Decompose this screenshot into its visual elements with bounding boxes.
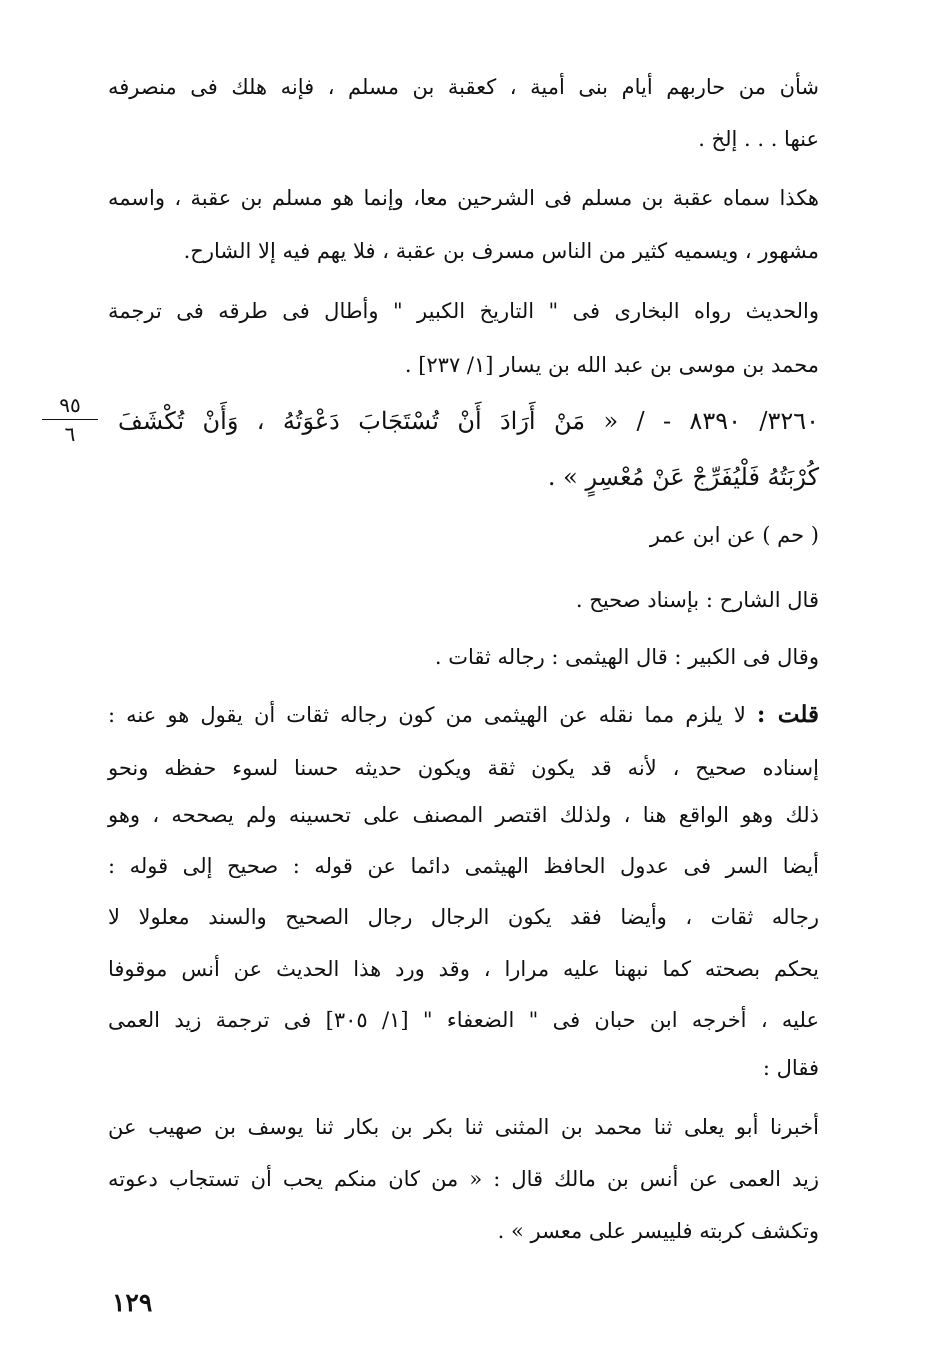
text-line: أخبرنا أبو يعلى ثنا محمد بن المثنى ثنا بكر بن بكار ثنا يوسف بن صهيب عن bbox=[108, 1115, 819, 1139]
text-line bbox=[108, 700, 819, 730]
text-line: رجاله ثقات ، وأيضا فقد يكون الرجال رجال الصحيح والسند معلولا لا bbox=[108, 905, 819, 929]
text-line: قال الشارح : بإسناد صحيح . bbox=[575, 588, 819, 612]
page-number: ١٢٩ bbox=[112, 1288, 153, 1317]
qult-text: لا يلزم مما نقله عن الهيثمى من كون رجاله ثقات أن يقول هو عنه : bbox=[108, 703, 746, 727]
text-line: هكذا سماه عقبة بن مسلم فى الشرحين معا، وإنما هو مسلم بن عقبة ، واسمه bbox=[108, 186, 819, 210]
hadith-line: ٣٢٦٠/ ٨٣٩٠ - / « مَنْ أَرَادَ أَنْ تُسْتَجَابَ دَعْوَتُهُ ، وَأَنْ تُكْشَفَ bbox=[118, 407, 819, 435]
text-line: عليه ، أخرجه ابن حبان فى " الضعفاء " [١/ ٣٠٥] فى ترجمة زيد العمى bbox=[108, 1008, 819, 1032]
text-line: ذلك وهو الواقع هنا ، ولذلك اقتصر المصنف على تحسينه ولم يصححه ، وهو bbox=[108, 803, 819, 827]
hadith-line: كُرْبَتُهُ فَلْيُفَرِّجْ عَنْ مُعْسِرٍ » . bbox=[547, 463, 819, 491]
text-line: شأن من حاربهم أيام بنى أمية ، كعقبة بن مسلم ، فإنه هلك فى منصرفه bbox=[108, 75, 819, 99]
text-line: أيضا السر فى عدول الحافظ الهيثمى دائما عن قوله : صحيح إلى قوله : bbox=[108, 854, 819, 878]
margin-ref-bottom: ٦ bbox=[64, 422, 76, 446]
margin-ref-rule bbox=[42, 419, 98, 420]
margin-reference bbox=[42, 393, 98, 446]
text-line: محمد بن موسى بن عبد الله بن يسار [١/ ٢٣٧] . bbox=[404, 353, 819, 377]
qult-label: قلت : bbox=[756, 701, 819, 728]
margin-ref-top: ٩٥ bbox=[59, 393, 81, 417]
text-line: زيد العمى عن أنس بن مالك قال : « من كان منكم يحب أن تستجاب دعوته bbox=[108, 1167, 819, 1191]
text-line: وقال فى الكبير : قال الهيثمى : رجاله ثقات . bbox=[434, 645, 819, 669]
text-line: إسناده صحيح ، لأنه قد يكون ثقة ويكون حديثه حسنا لسوء حفظه ونحو bbox=[108, 756, 819, 780]
text-line: مشهور ، ويسميه كثير من الناس مسرف بن عقبة ، فلا يهم فيه إلا الشارح. bbox=[183, 239, 819, 263]
text-line: عنها . . . إلخ . bbox=[698, 127, 819, 151]
text-line: يحكم بصحته كما نبهنا عليه مرارا ، وقد ورد هذا الحديث عن أنس موقوفا bbox=[108, 957, 819, 981]
text-line: فقال : bbox=[762, 1056, 819, 1080]
text-line: والحديث رواه البخارى فى " التاريخ الكبير " وأطال فى طرقه فى ترجمة bbox=[108, 299, 819, 323]
source-line: ( حم ) عن ابن عمر bbox=[649, 523, 819, 547]
text-line: وتكشف كربته فلييسر على معسر » . bbox=[497, 1219, 819, 1243]
